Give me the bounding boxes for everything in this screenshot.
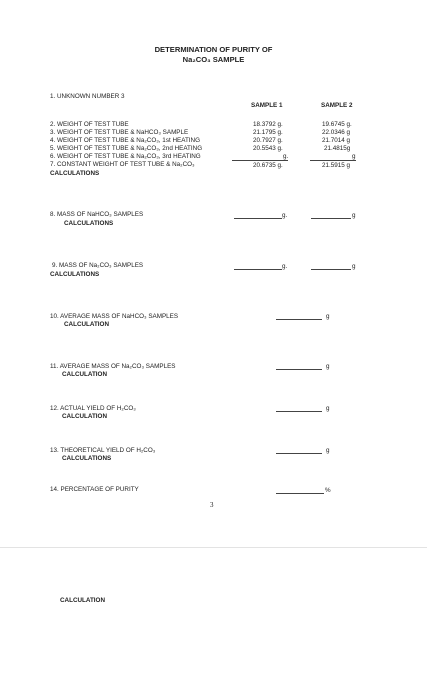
unknown-number: 1. UNKNOWN NUMBER 3 bbox=[50, 93, 125, 100]
row-label: 4. WEIGHT OF TEST TUBE & Na₂CO₃, 1st HEATING bbox=[50, 137, 200, 144]
item13-calculations: CALCULATIONS bbox=[62, 455, 112, 462]
item11-calculation: CALCULATION bbox=[62, 371, 108, 378]
item12-calculation: CALCULATION bbox=[62, 413, 108, 420]
item9-sample2-unit: g bbox=[352, 263, 356, 270]
row-sample1-value: g. bbox=[283, 153, 289, 160]
document-title-line1: DETERMINATION OF PURITY OF bbox=[154, 45, 273, 54]
row-sample2-value: 21.7014 g bbox=[322, 137, 351, 144]
item9-sample1-unit: g. bbox=[282, 263, 288, 270]
item13-unit: g bbox=[326, 447, 330, 454]
item12-unit: g bbox=[326, 405, 330, 412]
item8-sample2-line bbox=[311, 218, 351, 219]
item12-label: 12. ACTUAL YIELD OF H₂CO₃ bbox=[50, 405, 136, 412]
row-label: 2. WEIGHT OF TEST TUBE bbox=[50, 121, 129, 128]
row-sample1-value: 21.1795 g. bbox=[253, 129, 283, 136]
row-label: 7. CONSTANT WEIGHT OF TEST TUBE & Na₂CO₃ bbox=[50, 161, 195, 168]
item8-sample1-line bbox=[234, 218, 282, 219]
item10-unit: g bbox=[326, 313, 330, 320]
item10-calculation: CALCULATION bbox=[64, 321, 110, 328]
item10-line bbox=[276, 319, 322, 320]
item9-sample2-line bbox=[311, 269, 351, 270]
blank-line bbox=[310, 160, 356, 161]
bottom-calculation-heading: CALCULATION bbox=[60, 597, 106, 604]
item11-label: 11. AVERAGE MASS OF Na₂CO₃ SAMPLES bbox=[50, 363, 176, 370]
row-label: 5. WEIGHT OF TEST TUBE & Na₂CO₃, 2nd HEATING bbox=[50, 145, 203, 152]
item13-line bbox=[276, 453, 322, 454]
row-sample1-value: 20.7927 g. bbox=[253, 137, 283, 144]
item14-label: 14. PERCENTAGE OF PURITY bbox=[50, 486, 139, 493]
item11-unit: g bbox=[326, 363, 330, 370]
page-separator bbox=[0, 547, 427, 548]
sample2-header: SAMPLE 2 bbox=[321, 102, 353, 109]
item12-line bbox=[276, 411, 322, 412]
item10-label: 10. AVERAGE MASS OF NaHCO₃ SAMPLES bbox=[50, 313, 179, 320]
blank-line bbox=[232, 160, 288, 161]
item9-label: 9. MASS OF Na₂CO₃ SAMPLES bbox=[52, 262, 144, 269]
item13-label: 13. THEORETICAL YIELD OF H₂CO₃ bbox=[50, 447, 156, 454]
calculations-heading: CALCULATIONS bbox=[50, 170, 100, 177]
row-sample1-value: 20.5543 g. bbox=[253, 145, 283, 152]
row-sample1-value: 20.6735 g. bbox=[253, 162, 283, 169]
document-title-line2: Na₂CO₃ SAMPLE bbox=[182, 55, 245, 64]
row-sample2-value: 21.5915 g bbox=[322, 162, 351, 169]
page-number: 3 bbox=[210, 501, 214, 509]
item8-label: 8. MASS OF NaHCO₃ SAMPLES bbox=[50, 211, 144, 218]
row-sample1-value: 18.3792 g. bbox=[253, 121, 283, 128]
item14-unit: % bbox=[325, 487, 331, 494]
item8-sample1-unit: g. bbox=[282, 212, 288, 219]
item9-sample1-line bbox=[234, 269, 282, 270]
item14-line bbox=[276, 493, 324, 494]
sample1-header: SAMPLE 1 bbox=[251, 102, 283, 109]
row-label: 3. WEIGHT OF TEST TUBE & NaHCO₃ SAMPLE bbox=[50, 129, 189, 136]
row-sample2-value: g bbox=[352, 153, 356, 160]
row-sample2-value: 21.4815g bbox=[324, 145, 351, 152]
row-sample2-value: 19.6745 g. bbox=[322, 121, 352, 128]
item8-sample2-unit: g bbox=[352, 212, 356, 219]
item11-line bbox=[276, 369, 322, 370]
row-label: 6. WEIGHT OF TEST TUBE & Na₂CO₃, 3rd HEATING bbox=[50, 153, 201, 160]
item9-calculations: CALCULATIONS bbox=[50, 271, 100, 278]
item8-calculations: CALCULATIONS bbox=[64, 220, 114, 227]
row-sample2-value: 22.0346 g bbox=[322, 129, 351, 136]
